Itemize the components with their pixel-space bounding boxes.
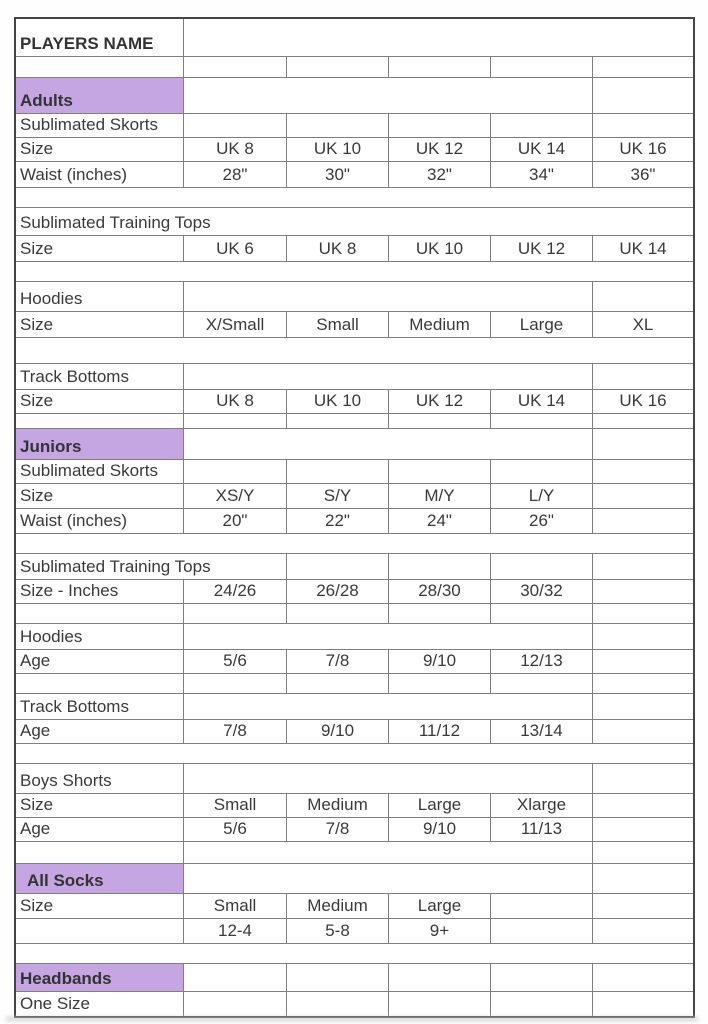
empty-cell bbox=[592, 992, 693, 1016]
empty-cell bbox=[183, 992, 286, 1016]
empty-cell bbox=[592, 429, 693, 459]
value-cell: 12/13 bbox=[490, 650, 592, 673]
juniors-section-row bbox=[16, 429, 693, 460]
value-cell: 30" bbox=[286, 162, 388, 187]
row-label: Waist (inches) bbox=[20, 511, 128, 531]
empty-cell bbox=[286, 674, 388, 693]
empty-cell bbox=[388, 554, 490, 579]
juniors-track-age-row bbox=[16, 720, 693, 744]
value-cell: UK 8 bbox=[286, 236, 388, 261]
value-cell: UK 8 bbox=[183, 138, 286, 161]
empty-cell bbox=[592, 114, 693, 137]
spacer-row bbox=[16, 262, 693, 282]
value-cell: UK 12 bbox=[388, 138, 490, 161]
socks-shoe-size-row bbox=[16, 919, 693, 944]
empty-cell bbox=[183, 964, 286, 991]
row-label: Track Bottoms bbox=[20, 367, 129, 387]
empty-cell bbox=[16, 338, 693, 363]
value-cell: X/Small bbox=[183, 312, 286, 337]
value-cell: 7/8 bbox=[286, 818, 388, 841]
empty-cell bbox=[490, 57, 592, 77]
empty-cell bbox=[388, 992, 490, 1016]
empty-cell bbox=[388, 414, 490, 428]
value-cell: 28/30 bbox=[388, 580, 490, 603]
empty-cell bbox=[592, 818, 693, 841]
empty-cell bbox=[592, 842, 693, 863]
value-cell: UK 10 bbox=[388, 236, 490, 261]
adults-training-tops-row bbox=[16, 208, 693, 236]
empty-cell bbox=[592, 460, 693, 483]
value-cell: Medium bbox=[286, 894, 388, 918]
value-cell: 22" bbox=[286, 509, 388, 533]
row-label: Size bbox=[20, 795, 54, 815]
value-cell: 36" bbox=[592, 162, 693, 187]
empty-cell bbox=[286, 460, 388, 483]
spacer-row bbox=[16, 744, 693, 764]
empty-cell bbox=[183, 414, 286, 428]
juniors-hoodies-age-row bbox=[16, 650, 693, 674]
value-cell: UK 6 bbox=[183, 236, 286, 261]
value-cell: UK 8 bbox=[183, 390, 286, 413]
value-cell: UK 10 bbox=[286, 138, 388, 161]
spacer-row bbox=[16, 842, 693, 864]
spacer-row bbox=[16, 338, 693, 364]
empty-cell bbox=[490, 554, 592, 579]
scan-edge-shadow bbox=[6, 1017, 698, 1021]
value-cell: 24" bbox=[388, 509, 490, 533]
row-label: Age bbox=[20, 651, 51, 671]
value-cell: UK 14 bbox=[490, 138, 592, 161]
empty-cell bbox=[183, 604, 286, 623]
empty-cell bbox=[490, 992, 592, 1016]
value-cell: 5/6 bbox=[183, 818, 286, 841]
size-chart-table bbox=[14, 17, 695, 1018]
empty-cell bbox=[16, 944, 693, 963]
value-cell: UK 14 bbox=[592, 236, 693, 261]
empty-cell bbox=[592, 78, 693, 113]
empty-cell bbox=[183, 429, 592, 459]
adults-track-bottoms-row bbox=[16, 364, 693, 390]
row-label: Hoodies bbox=[20, 627, 83, 647]
value-cell: 24/26 bbox=[183, 580, 286, 603]
empty-cell bbox=[286, 964, 388, 991]
empty-cell bbox=[490, 674, 592, 693]
all-socks-section-row bbox=[16, 864, 693, 894]
juniors-training-tops-row bbox=[16, 554, 693, 580]
row-label: Hoodies bbox=[20, 289, 83, 309]
empty-cell bbox=[592, 764, 693, 793]
adults-hoodies-row bbox=[16, 282, 693, 312]
row-label: Size bbox=[20, 315, 54, 335]
socks-size-row bbox=[16, 894, 693, 919]
adults-skorts-waist-row bbox=[16, 162, 693, 188]
value-cell: XL bbox=[592, 312, 693, 337]
empty-cell bbox=[592, 57, 693, 77]
empty-cell bbox=[592, 964, 693, 991]
adults-section-label: Adults bbox=[16, 78, 183, 113]
empty-cell bbox=[183, 674, 286, 693]
empty-cell bbox=[183, 864, 592, 893]
value-cell: 12-4 bbox=[183, 919, 286, 943]
value-cell: Small bbox=[286, 312, 388, 337]
row-label: Sublimated Training Tops bbox=[20, 213, 211, 233]
empty-cell bbox=[183, 842, 592, 863]
empty-cell bbox=[592, 919, 693, 943]
value-cell: M/Y bbox=[388, 484, 490, 508]
spacer-row bbox=[16, 414, 693, 429]
empty-cell bbox=[388, 964, 490, 991]
juniors-skorts-size-row bbox=[16, 484, 693, 509]
spacer-row bbox=[16, 534, 693, 554]
value-cell: Large bbox=[388, 794, 490, 817]
value-cell: Small bbox=[183, 794, 286, 817]
empty-cell bbox=[16, 744, 693, 763]
spacer-row bbox=[16, 57, 693, 78]
empty-cell bbox=[592, 604, 693, 623]
row-label: Size bbox=[20, 391, 54, 411]
players-name-row bbox=[16, 19, 693, 57]
empty-cell bbox=[183, 114, 286, 137]
value-cell: L/Y bbox=[490, 484, 592, 508]
empty-cell bbox=[16, 414, 183, 428]
adults-skorts-row bbox=[16, 114, 693, 138]
boys-shorts-age-row bbox=[16, 818, 693, 842]
value-cell: 13/14 bbox=[490, 720, 592, 743]
value-cell: 20" bbox=[183, 509, 286, 533]
row-label: Size bbox=[20, 896, 54, 916]
value-cell: 5/6 bbox=[183, 650, 286, 673]
value-cell: UK 12 bbox=[388, 390, 490, 413]
value-cell: UK 10 bbox=[286, 390, 388, 413]
empty-cell bbox=[388, 57, 490, 77]
value-cell: 9/10 bbox=[286, 720, 388, 743]
players-name-label: PLAYERS NAME bbox=[20, 34, 154, 54]
value-cell: 28" bbox=[183, 162, 286, 187]
empty-cell bbox=[592, 864, 693, 893]
value-cell: 30/32 bbox=[490, 580, 592, 603]
empty-cell bbox=[490, 894, 592, 918]
empty-cell bbox=[592, 624, 693, 649]
value-cell: 5-8 bbox=[286, 919, 388, 943]
empty-cell bbox=[183, 460, 286, 483]
row-label: Size bbox=[20, 239, 54, 259]
row-label: Size - Inches bbox=[20, 581, 119, 601]
empty-cell bbox=[16, 188, 693, 207]
empty-cell bbox=[490, 604, 592, 623]
value-cell: 7/8 bbox=[183, 720, 286, 743]
row-label: Sublimated Training Tops bbox=[20, 557, 211, 577]
empty-cell bbox=[592, 484, 693, 508]
adults-section-row bbox=[16, 78, 693, 114]
players-name-input-cell bbox=[183, 19, 693, 56]
value-cell: 11/12 bbox=[388, 720, 490, 743]
value-cell: XS/Y bbox=[183, 484, 286, 508]
empty-cell bbox=[592, 720, 693, 743]
empty-cell bbox=[183, 57, 286, 77]
headbands-one-size-row bbox=[16, 992, 693, 1016]
row-label: Waist (inches) bbox=[20, 165, 128, 185]
boys-shorts-size-row bbox=[16, 794, 693, 818]
juniors-training-size-row bbox=[16, 580, 693, 604]
empty-cell bbox=[16, 604, 183, 623]
value-cell: Medium bbox=[388, 312, 490, 337]
value-cell: Medium bbox=[286, 794, 388, 817]
empty-cell bbox=[183, 282, 592, 311]
headbands-section-row bbox=[16, 964, 693, 992]
empty-cell bbox=[16, 674, 183, 693]
empty-cell bbox=[490, 460, 592, 483]
value-cell: 7/8 bbox=[286, 650, 388, 673]
value-cell: 26" bbox=[490, 509, 592, 533]
empty-cell bbox=[183, 764, 592, 793]
spacer-row bbox=[16, 188, 693, 208]
empty-cell bbox=[286, 604, 388, 623]
empty-cell bbox=[286, 57, 388, 77]
juniors-skorts-row bbox=[16, 460, 693, 484]
empty-cell bbox=[183, 694, 592, 719]
value-cell: UK 16 bbox=[592, 138, 693, 161]
row-label: Track Bottoms bbox=[20, 697, 129, 717]
value-cell: Large bbox=[490, 312, 592, 337]
empty-cell bbox=[16, 57, 183, 77]
empty-cell bbox=[388, 674, 490, 693]
value-cell: Large bbox=[388, 894, 490, 918]
empty-cell bbox=[490, 414, 592, 428]
empty-cell bbox=[592, 554, 693, 579]
value-cell: 26/28 bbox=[286, 580, 388, 603]
adults-track-size-row bbox=[16, 390, 693, 414]
row-label: Boys Shorts bbox=[20, 771, 112, 791]
value-cell: UK 12 bbox=[490, 236, 592, 261]
empty-cell bbox=[388, 460, 490, 483]
empty-cell bbox=[183, 624, 592, 649]
empty-cell bbox=[286, 114, 388, 137]
empty-cell bbox=[490, 964, 592, 991]
value-cell: UK 14 bbox=[490, 390, 592, 413]
row-label: Sublimated Skorts bbox=[20, 461, 158, 481]
empty-cell bbox=[592, 414, 693, 428]
empty-cell bbox=[286, 554, 388, 579]
adults-training-size-row bbox=[16, 236, 693, 262]
row-label: One Size bbox=[20, 994, 90, 1014]
value-cell: Small bbox=[183, 894, 286, 918]
value-cell: UK 16 bbox=[592, 390, 693, 413]
spacer-row bbox=[16, 944, 693, 964]
value-cell: 32" bbox=[388, 162, 490, 187]
empty-cell bbox=[592, 509, 693, 533]
value-cell: 11/13 bbox=[490, 818, 592, 841]
empty-cell bbox=[592, 580, 693, 603]
juniors-track-bottoms-row bbox=[16, 694, 693, 720]
empty-cell bbox=[16, 842, 183, 863]
boys-shorts-row bbox=[16, 764, 693, 794]
row-label: Size bbox=[20, 486, 54, 506]
adults-skorts-size-row bbox=[16, 138, 693, 162]
row-label: Sublimated Skorts bbox=[20, 115, 158, 135]
juniors-section-label: Juniors bbox=[16, 429, 183, 459]
empty-cell bbox=[592, 364, 693, 389]
value-cell: 9/10 bbox=[388, 650, 490, 673]
empty-cell bbox=[388, 114, 490, 137]
empty-cell bbox=[16, 534, 693, 553]
empty-cell bbox=[388, 604, 490, 623]
empty-cell bbox=[490, 919, 592, 943]
empty-cell bbox=[592, 282, 693, 311]
empty-cell bbox=[183, 364, 592, 389]
spacer-row bbox=[16, 604, 693, 624]
value-cell: 9+ bbox=[388, 919, 490, 943]
empty-cell bbox=[592, 674, 693, 693]
empty-cell bbox=[592, 694, 693, 719]
headbands-section-label: Headbands bbox=[16, 964, 183, 991]
row-label: Age bbox=[20, 721, 51, 741]
value-cell: S/Y bbox=[286, 484, 388, 508]
empty-cell bbox=[183, 78, 592, 113]
spacer-row bbox=[16, 674, 693, 694]
juniors-hoodies-row bbox=[16, 624, 693, 650]
row-label: Size bbox=[20, 139, 54, 159]
empty-cell bbox=[592, 894, 693, 918]
empty-cell bbox=[490, 114, 592, 137]
row-label: Age bbox=[20, 819, 51, 839]
value-cell: Xlarge bbox=[490, 794, 592, 817]
juniors-skorts-waist-row bbox=[16, 509, 693, 534]
empty-cell bbox=[592, 650, 693, 673]
value-cell: 34" bbox=[490, 162, 592, 187]
value-cell: 9/10 bbox=[388, 818, 490, 841]
empty-cell bbox=[286, 414, 388, 428]
empty-cell bbox=[16, 262, 693, 281]
all-socks-section-label: All Socks bbox=[16, 864, 183, 893]
empty-cell bbox=[286, 992, 388, 1016]
empty-cell bbox=[592, 794, 693, 817]
adults-hoodies-size-row bbox=[16, 312, 693, 338]
empty-cell bbox=[16, 919, 183, 943]
